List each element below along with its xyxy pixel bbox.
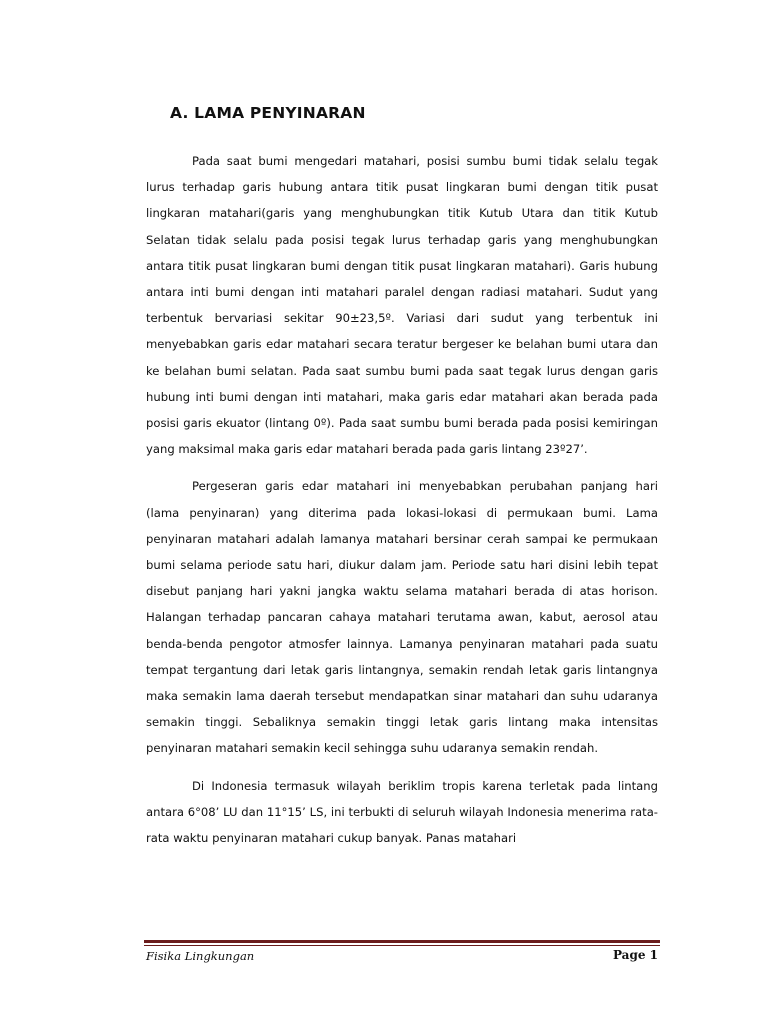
paragraph-1: Pada saat bumi mengedari matahari, posisi sumbu bumi tidak selalu tegak lurus terhadap garis hubung antara titik pusat lingkaran bumi dengan titik pusat lingkaran matahari(garis yang menghubungkan titik Kutub Utara dan titik Kutub Selatan tidak selalu pada posisi tegak lurus terhadap garis yang menghubungkan antara titik pusat lingkaran bumi dengan titik pusat lingkaran matahari). Garis hubung antara inti bumi dengan inti matahari paralel dengan radiasi matahari. Sudut yang terbentuk bervariasi sekitar 90±23,5º. Variasi dari sudut yang terbentuk ini menyebabkan garis edar matahari secara teratur bergeser ke belahan bumi utara dan ke belahan bumi selatan. Pada saat sumbu bumi pada saat tegak lurus dengan garis hubung inti bumi dengan inti matahari, maka garis edar matahari akan berada pada posisi garis ekuator (lintang 0º). Pada saat sumbu bumi berada pada posisi kemiringan yang maksimal maka garis edar matahari berada pada garis lintang 23º27’. (146, 154, 658, 457)
paragraph-3: Di Indonesia termasuk wilayah beriklim tropis karena terletak pada lintang antara 6°08’ LU dan 11°15’ LS, ini terbukti di seluruh wilayah Indonesia menerima rata-rata waktu penyinaran matahari cukup banyak. Panas matahari (146, 778, 658, 846)
footer-title: Fisika Lingkungan (146, 949, 255, 963)
section-heading: A. LAMA PENYINARAN (170, 104, 366, 122)
footer-divider (144, 940, 660, 946)
paragraph-2: Pergeseran garis edar matahari ini menyebabkan perubahan panjang hari (lama penyinaran) yang diterima pada lokasi-lokasi di permukaan bumi. Lama penyinaran matahari adalah lamanya matahari bersinar cerah sampai ke permukaan bumi selama periode satu hari, diukur dalam jam. Periode satu hari disini lebih tepat disebut panjang hari yakni jangka waktu selama matahari berada di atas horison. Halangan terhadap pancaran cahaya matahari terutama awan, kabut, aerosol atau benda-benda pengotor atmosfer lainnya. Lamanya penyinaran matahari pada suatu tempat tergantung dari letak garis lintangnya, semakin rendah letak garis lintangnya maka semakin lama daerah tersebut mendapatkan sinar matahari dan suhu udaranya semakin tinggi. Sebaliknya semakin tinggi letak garis lintang maka intensitas penyinaran matahari semakin kecil sehingga suhu udaranya semakin rendah. (146, 479, 658, 756)
body-text (146, 148, 658, 862)
page-number: Page 1 (612, 948, 658, 962)
